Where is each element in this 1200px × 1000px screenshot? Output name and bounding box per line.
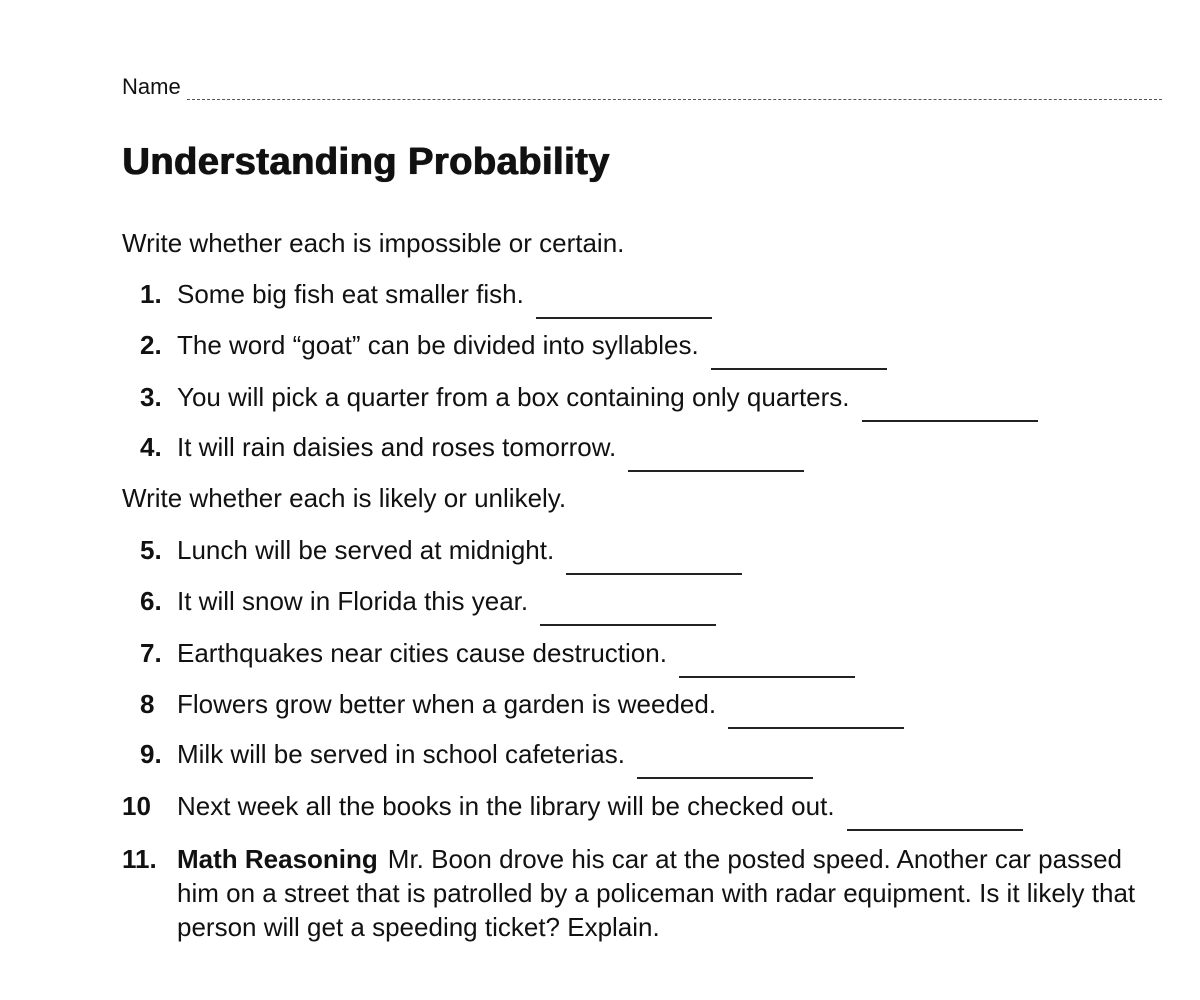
question-1 — [140, 279, 712, 309]
math-reasoning-label: Math Reasoning — [177, 844, 378, 874]
question-text: You will pick a quarter from a box containing only quarters. — [177, 382, 850, 412]
question-number: 3. — [140, 382, 162, 412]
answer-blank-10[interactable] — [847, 793, 1023, 831]
name-answer-line[interactable] — [187, 78, 1162, 100]
instruction-impossible-certain: Write whether each is impossible or certain. — [122, 228, 625, 258]
question-5 — [140, 535, 742, 565]
question-number: 4. — [140, 432, 162, 462]
question-3 — [140, 382, 1038, 412]
answer-blank-6[interactable] — [540, 588, 716, 626]
question-number: 1. — [140, 279, 162, 309]
answer-blank-2[interactable] — [711, 332, 887, 370]
question-9 — [140, 739, 813, 769]
question-7 — [140, 638, 855, 668]
question-10 — [122, 791, 1023, 821]
question-text: Flowers grow better when a garden is weeded. — [177, 689, 717, 719]
question-number: 6. — [140, 586, 162, 616]
answer-blank-5[interactable] — [566, 537, 742, 575]
answer-blank-3[interactable] — [862, 384, 1038, 422]
answer-blank-1[interactable] — [536, 281, 712, 319]
name-row — [122, 74, 1162, 100]
question-number: 2. — [140, 330, 162, 360]
reasoning-text: Mr. Boon drove his car at the posted speed. Another car passed him on a street that is patrolled by a policeman with radar equipment. Is it likely that person will get a speeding ticket? Explain. — [177, 844, 1136, 942]
instruction-likely-unlikely: Write whether each is likely or unlikely. — [122, 483, 567, 513]
question-text: It will snow in Florida this year. — [177, 586, 529, 616]
question-8 — [140, 689, 904, 719]
reasoning-body — [177, 842, 1162, 944]
question-text: Milk will be served in school cafeterias. — [177, 739, 625, 769]
answer-blank-4[interactable] — [628, 434, 804, 472]
question-number: 8 — [140, 689, 155, 719]
name-label: Name — [122, 74, 181, 99]
question-6 — [140, 586, 716, 616]
question-number: 10 — [122, 791, 151, 821]
answer-blank-9[interactable] — [637, 741, 813, 779]
answer-blank-8[interactable] — [728, 691, 904, 729]
question-text: Earthquakes near cities cause destruction. — [177, 638, 667, 668]
question-number: 9. — [140, 739, 162, 769]
answer-blank-7[interactable] — [679, 640, 855, 678]
question-number: 7. — [140, 638, 162, 668]
question-text: The word “goat” can be divided into syllables. — [177, 330, 699, 360]
question-text: Next week all the books in the library will be checked out. — [177, 791, 835, 821]
page-title: Understanding Probability — [122, 141, 610, 183]
question-text: It will rain daisies and roses tomorrow. — [177, 432, 617, 462]
question-4 — [140, 432, 804, 462]
question-2 — [140, 330, 887, 360]
question-11 — [122, 842, 1162, 944]
question-number: 5. — [140, 535, 162, 565]
question-text: Lunch will be served at midnight. — [177, 535, 555, 565]
question-number: 11. — [122, 844, 157, 874]
question-text: Some big fish eat smaller fish. — [177, 279, 524, 309]
